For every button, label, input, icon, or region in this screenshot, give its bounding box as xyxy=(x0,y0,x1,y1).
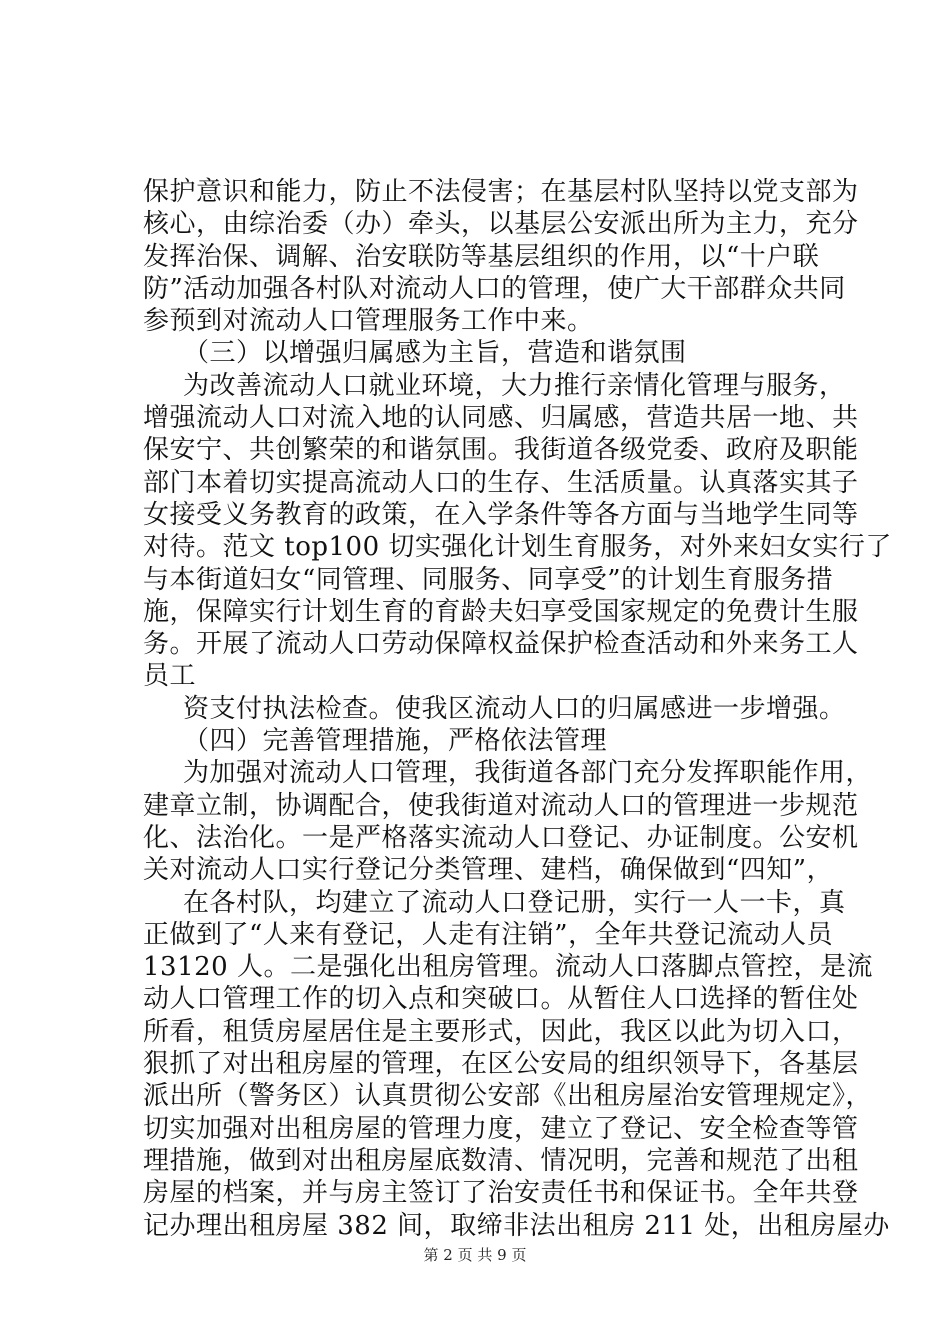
text-line: 13120 人。二是强化出租房管理。流动人口落脚点管控，是流 xyxy=(143,952,873,983)
text-line: 核心，由综治委（办）牵头，以基层公安派出所为主力，充分 xyxy=(143,209,859,240)
text-line: 与本街道妇女“同管理、同服务、同享受”的计划生育服务措 xyxy=(143,564,834,595)
text-line: 增强流动人口对流入地的认同感、归属感，营造共居一地、共 xyxy=(143,403,859,434)
text-line: 记办理出租房屋 382 间，取缔非法出租房 211 处，出租房屋办 xyxy=(143,1210,890,1241)
text-line: 派出所（警务区）认真贯彻公安部《出租房屋治安管理规定》， xyxy=(143,1081,873,1112)
text-line: 对待。范文 top100 切实强化计划生育服务，对外来妇女实行了 xyxy=(143,532,892,563)
text-line: 关对流动人口实行登记分类管理、建档，确保做到“四知”， xyxy=(143,855,834,886)
text-line: 切实加强对出租房屋的管理力度，建立了登记、安全检查等管 xyxy=(143,1113,859,1144)
text-line: 员工 xyxy=(143,661,197,692)
text-line: 化、法治化。一是严格落实流动人口登记、办证制度。公安机 xyxy=(143,822,859,853)
text-line: 保护意识和能力，防止不法侵害；在基层村队坚持以党支部为 xyxy=(143,177,859,207)
text-line: 狠抓了对出租房屋的管理，在区公安局的组织领导下，各基层 xyxy=(143,1049,859,1080)
section-heading: （四）完善管理措施，严格依法管理 xyxy=(183,726,608,757)
text-line: 为加强对流动人口管理，我街道各部门充分发挥职能作用， xyxy=(183,758,873,789)
text-line: 房屋的档案，并与房主签订了治安责任书和保证书。全年共登 xyxy=(143,1178,859,1209)
text-line: 保安宁、共创繁荣的和谐氛围。我街道各级党委、政府及职能 xyxy=(143,435,859,466)
text-line: 资支付执法检查。使我区流动人口的归属感进一步增强。 xyxy=(183,693,846,724)
text-line: 施，保障实行计划生育的育龄夫妇享受国家规定的免费计生服 xyxy=(143,596,859,627)
text-line: 在各村队，均建立了流动人口登记册，实行一人一卡，真 xyxy=(183,887,846,918)
text-line: 防”活动加强各村队对流动人口的管理，使广大干部群众共同 xyxy=(143,273,846,304)
text-line: 动人口管理工作的切入点和突破口。从暂住人口选择的暂住处 xyxy=(143,984,859,1015)
text-line: 参预到对流动人口管理服务工作中来。 xyxy=(143,306,594,337)
text-line: 为改善流动人口就业环境，大力推行亲情化管理与服务， xyxy=(183,370,846,401)
text-line: 部门本着切实提高流动人口的生存、生活质量。认真落实其子 xyxy=(143,467,859,498)
text-line: 理措施，做到对出租房屋底数清、情况明，完善和规范了出租 xyxy=(143,1145,859,1176)
text-line: 建章立制，协调配合，使我街道对流动人口的管理进一步规范 xyxy=(143,790,859,821)
section-heading: （三）以增强归属感为主旨，营造和谐氛围 xyxy=(183,338,687,369)
body-text xyxy=(143,176,892,1242)
text-line: 女接受义务教育的政策，在入学条件等各方面与当地学生同等 xyxy=(143,499,859,530)
text-line: 务。开展了流动人口劳动保障权益保护检查活动和外来务工人 xyxy=(143,629,859,660)
text-line: 发挥治保、调解、治安联防等基层组织的作用，以“十户联 xyxy=(143,241,820,272)
text-line: 正做到了“人来有登记，人走有注销”，全年共登记流动人员 xyxy=(143,919,834,950)
text-line: 所看，租赁房屋居住是主要形式，因此，我区以此为切入口， xyxy=(143,1016,859,1047)
page-number-footer: 第 2 页 共 9 页 xyxy=(423,1246,527,1264)
